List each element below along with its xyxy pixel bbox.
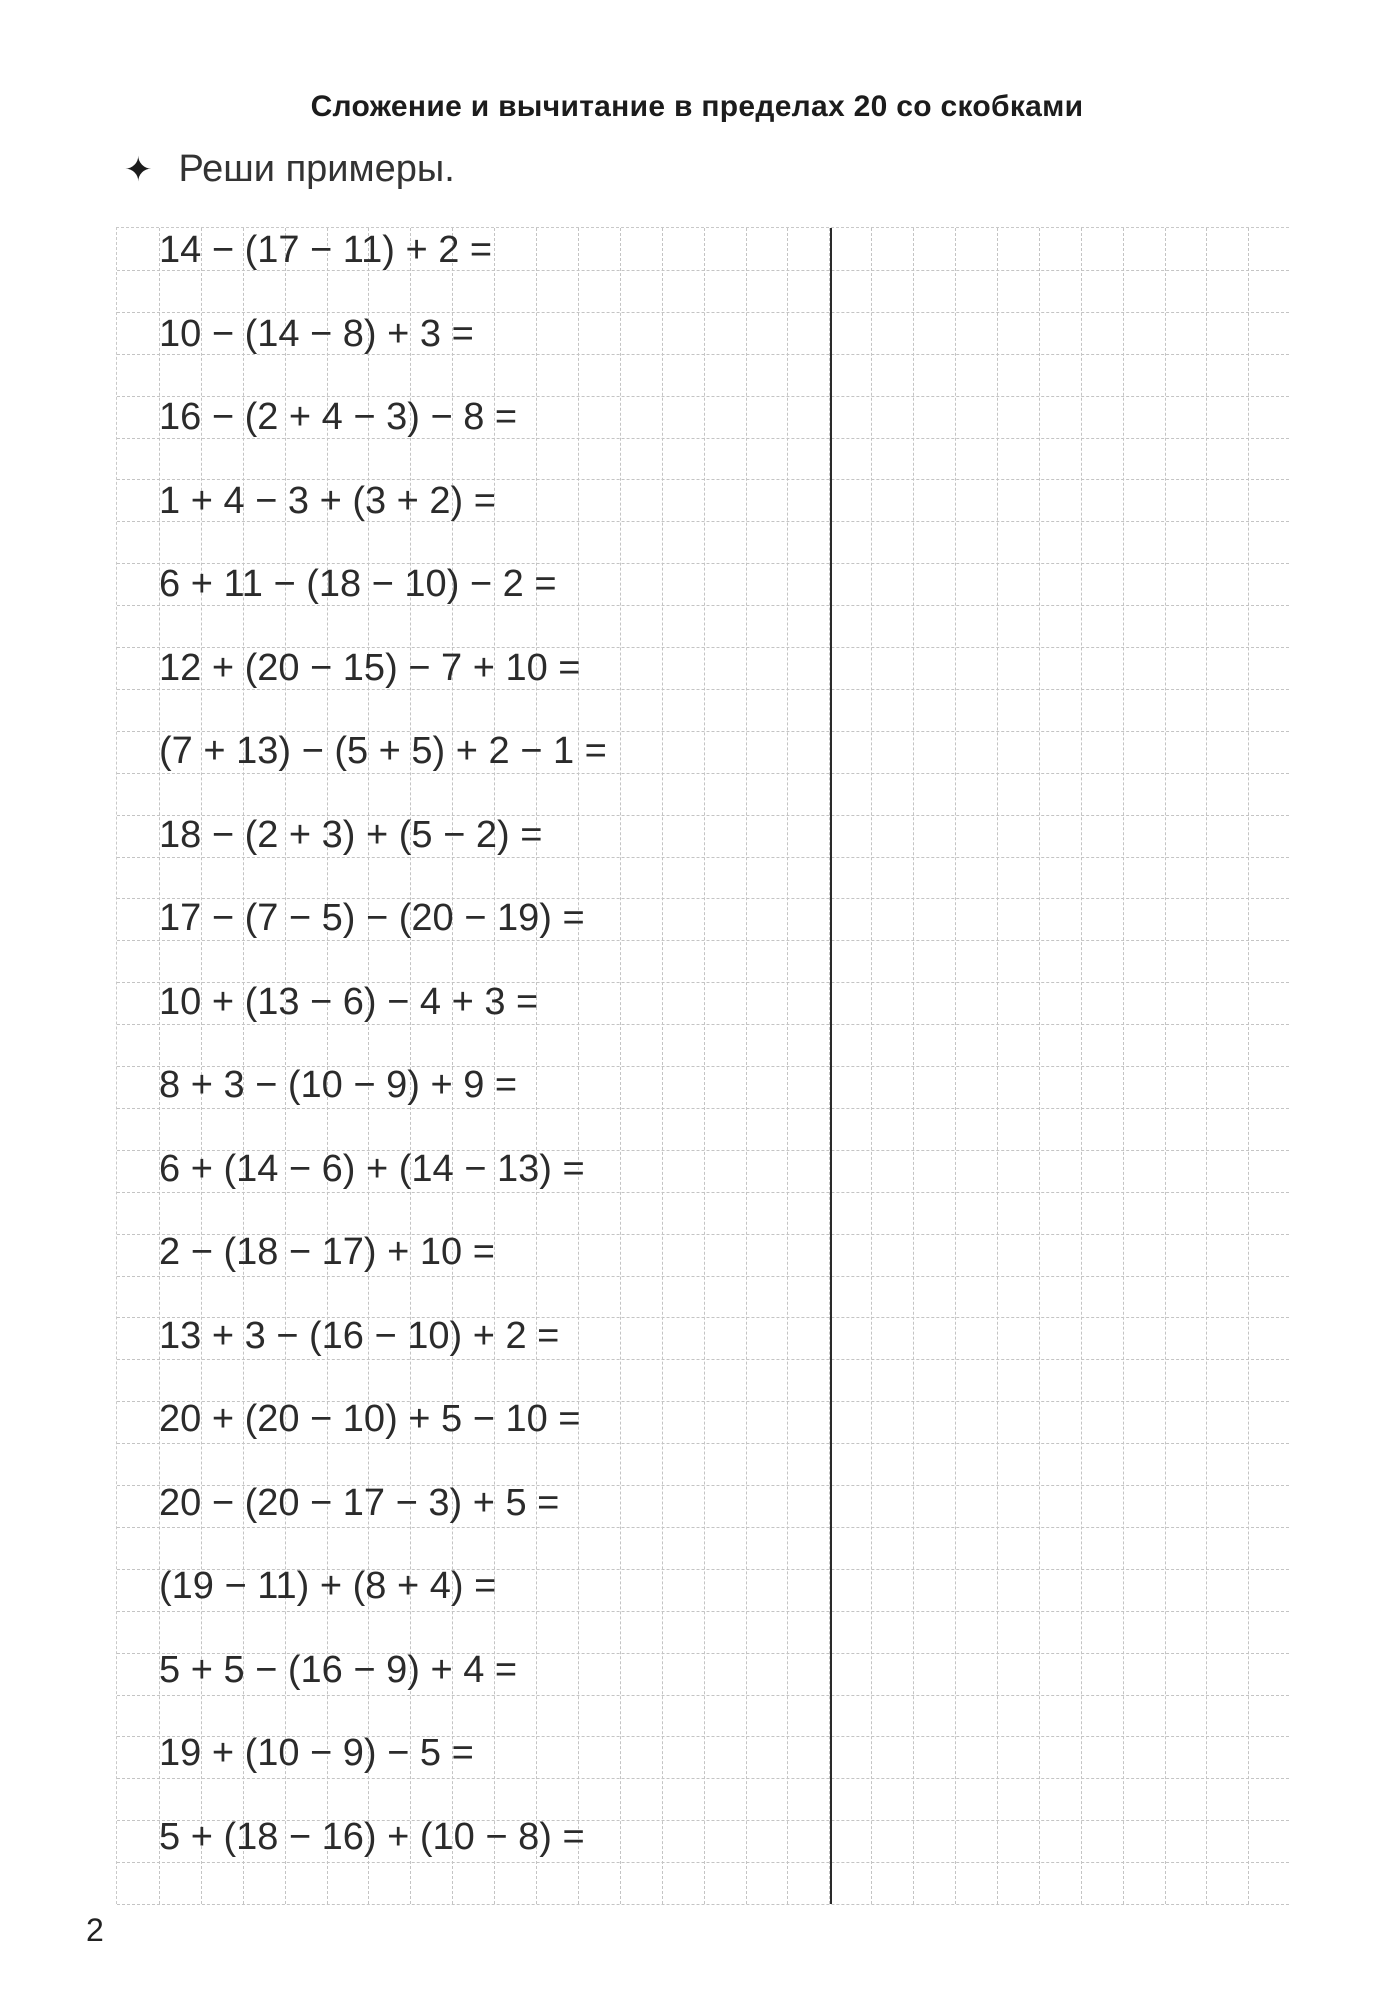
- example-row: 19 + (10 − 9) − 5 =: [159, 1732, 474, 1774]
- example-row: 1 + 4 − 3 + (3 + 2) =: [159, 479, 496, 522]
- instruction-text: Реши примеры.: [178, 148, 455, 190]
- example-row: 5 + (18 − 16) + (10 − 8) =: [159, 1815, 585, 1858]
- example-row: 12 + (20 − 15) − 7 + 10 =: [159, 646, 581, 689]
- example-row: 14 − (17 − 11) + 2 =: [159, 229, 493, 271]
- column-divider-line: [830, 228, 832, 1904]
- example-row: 10 + (13 − 6) − 4 + 3 =: [159, 980, 539, 1023]
- example-row: 8 + 3 − (10 − 9) + 9 =: [159, 1064, 518, 1106]
- example-row: 18 − (2 + 3) + (5 − 2) =: [159, 813, 543, 856]
- example-row: 13 + 3 − (16 − 10) + 2 =: [159, 1314, 560, 1357]
- instruction: [124, 148, 455, 191]
- example-row: (7 + 13) − (5 + 5) + 2 − 1 =: [159, 730, 607, 772]
- example-row: 5 + 5 − (16 − 9) + 4 =: [159, 1648, 518, 1691]
- example-row: 16 − (2 + 4 − 3) − 8 =: [159, 396, 518, 438]
- page-title: Сложение и вычитание в пределах 20 со скобками: [310, 90, 1084, 123]
- example-row: (19 − 11) + (8 + 4) =: [159, 1565, 497, 1607]
- example-row: 17 − (7 − 5) − (20 − 19) =: [159, 897, 585, 939]
- example-row: 20 − (20 − 17 − 3) + 5 =: [159, 1481, 560, 1524]
- example-row: 6 + 11 − (18 − 10) − 2 =: [159, 563, 557, 605]
- example-row: 2 − (18 − 17) + 10 =: [159, 1231, 495, 1273]
- example-row: 10 − (14 − 8) + 3 =: [159, 312, 474, 355]
- example-row: 20 + (20 − 10) + 5 − 10 =: [159, 1398, 581, 1440]
- page-number: 2: [86, 1912, 104, 1948]
- example-row: 6 + (14 − 6) + (14 − 13) =: [159, 1147, 585, 1190]
- squared-paper-grid: [116, 227, 1289, 1904]
- four-pointed-star-icon: ✦: [124, 150, 153, 189]
- grid-horizontal-line: [117, 1904, 1289, 1905]
